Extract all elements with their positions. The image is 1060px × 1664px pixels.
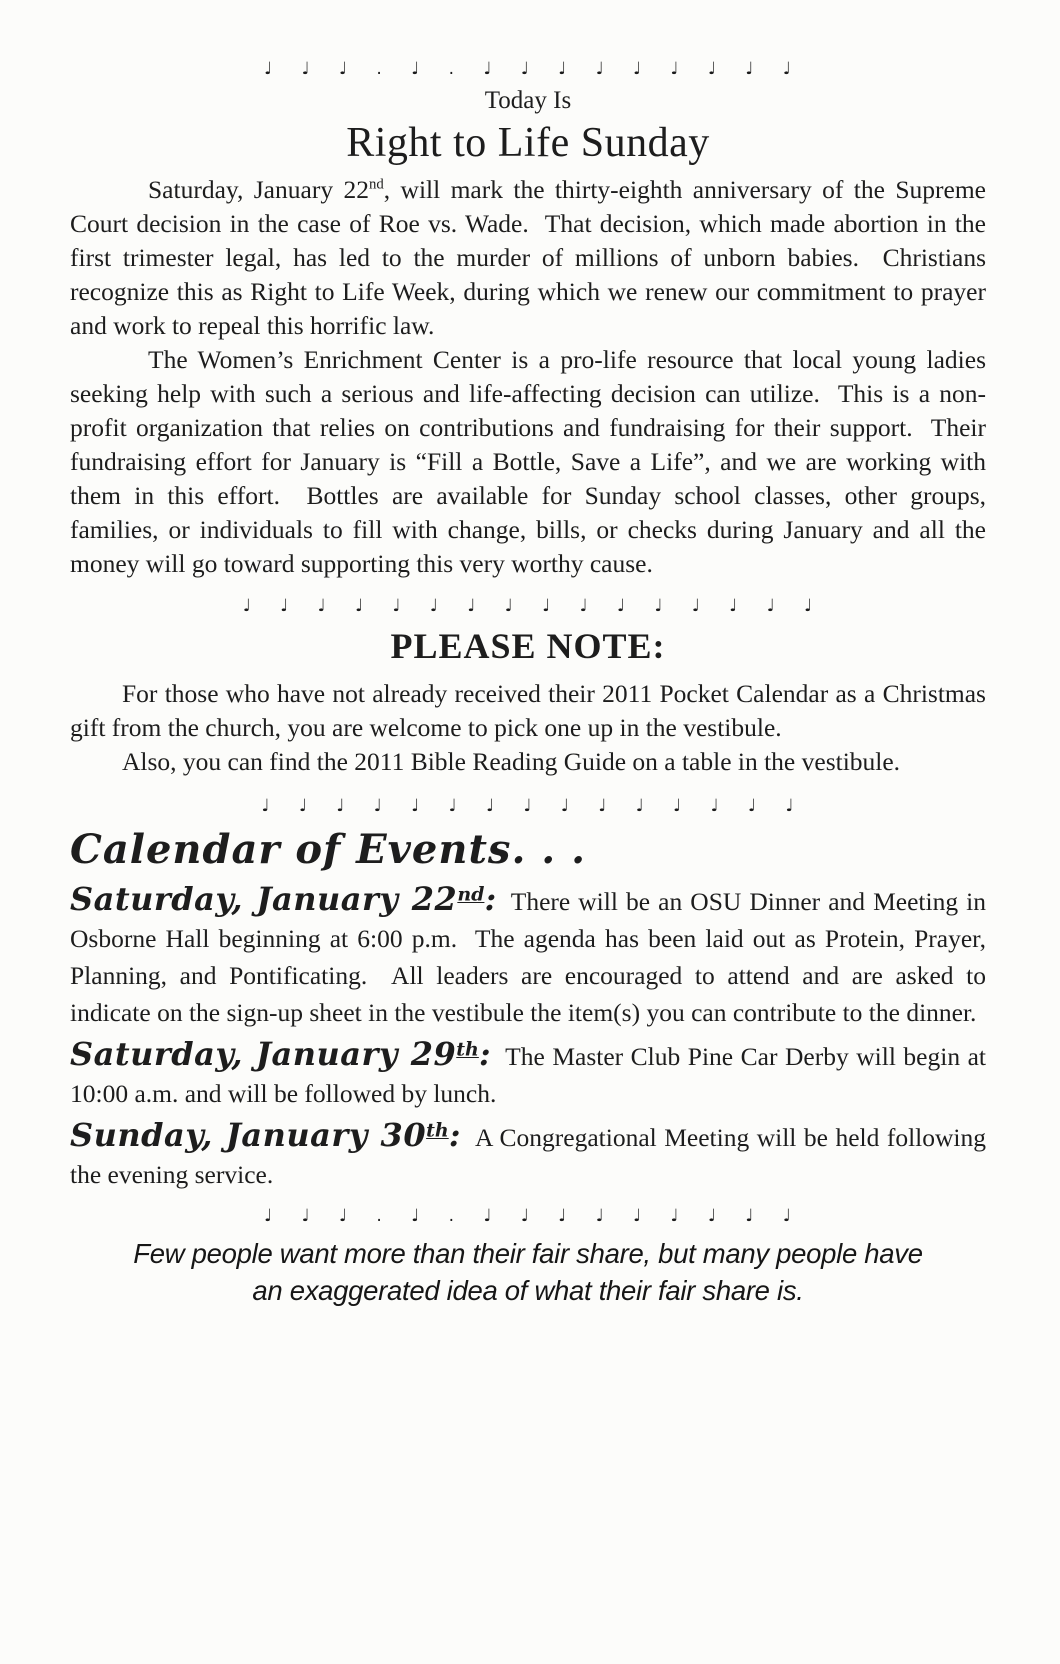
intro-paragraph-1-lead: Saturday, January 22: [148, 175, 369, 204]
intro-paragraph-1: [70, 173, 993, 343]
kicker-today-is: Today Is: [484, 87, 572, 114]
event-osu-dinner-colon: :: [484, 880, 497, 918]
footer-quote-line1: Few people want more than their fair share, but many people have: [133, 1238, 923, 1269]
footer-quote: [70, 1235, 986, 1309]
ordinal-superscript: nd: [368, 176, 384, 193]
please-note-paragraph-2: Also, you can find the 2011 Bible Reading Guide on a table in the vestibule.: [122, 747, 901, 776]
please-note-heading: PLEASE NOTE:: [390, 626, 666, 666]
event-osu-dinner: [70, 880, 993, 1031]
event-osu-dinner-ordinal: nd: [457, 883, 485, 906]
footer-quote-line2: an exaggerated idea of what their fair share is.: [252, 1275, 804, 1306]
event-congregational-meeting-text: A Congregational Meeting will be held following the evening service.: [70, 1123, 993, 1189]
event-pine-car-derby-text: The Master Club Pine Car Derby will begin at 10:00 a.m. and will be followed by lunch.: [70, 1042, 993, 1108]
intro-paragraph-2: The Women’s Enrichment Center is a pro-life resource that local young ladies seeking help with such a serious and life-affecting decision can utilize. This is a non-profit organization that relies on contributions and fundraising for their support. Their fundraising effort for January is “Fill a Bottle, Save a Life”, and we are working with them in this effort. Bottles are available for Sunday school classes, other groups, families, or individuals to fill with change, bills, or checks during January and all the money will go toward supporting this very worthy cause.: [70, 345, 993, 578]
event-congregational-meeting: [70, 1116, 993, 1193]
event-congregational-meeting-date: Sunday, January 30: [70, 1116, 427, 1154]
music-notes-divider-before-calendar: ♩ ♩ ♩ ♩ ♩ ♩ ♩ ♩ ♩ ♩ ♩ ♩ ♩ ♩ ♩: [261, 796, 795, 816]
calendar-of-events-heading: Calendar of Events. . .: [70, 826, 587, 873]
intro-paragraph-1-rest: , will mark the thirty-eighth anniversary of the Supreme Court decision in the case of Roe vs. Wade. That decision, which made abortion in the first trimester legal, has led to the murder of millions of unborn babies. Christians recognize this as Right to Life Week, during which we renew our commitment to prayer and work to repeal this horrific law.: [70, 175, 993, 340]
music-notes-divider-top: ♩ ♩ ♩ . ♩ . ♩ ♩ ♩ ♩ ♩ ♩ ♩ ♩ ♩: [264, 59, 792, 79]
event-congregational-meeting-ordinal: th: [426, 1119, 449, 1142]
event-osu-dinner-text: There will be an OSU Dinner and Meeting in Osborne Hall beginning at 6:00 p.m. The agenda has been laid out as Protein, Prayer, Planning, and Pontificating. All leaders are encouraged to attend and are asked to indicate on the sign-up sheet in the vestibule the item(s) you can contribute to the dinner.: [70, 887, 993, 1027]
event-pine-car-derby-ordinal: th: [456, 1038, 479, 1061]
music-notes-divider-before-note: ♩ ♩ ♩ ♩ ♩ ♩ ♩ ♩ ♩ ♩ ♩ ♩ ♩ ♩ ♩ ♩: [242, 596, 814, 616]
event-pine-car-derby: [70, 1035, 993, 1112]
event-congregational-meeting-colon: :: [448, 1116, 461, 1154]
music-notes-divider-before-footer: ♩ ♩ ♩ . ♩ . ♩ ♩ ♩ ♩ ♩ ♩ ♩ ♩ ♩: [264, 1206, 792, 1226]
event-osu-dinner-date: Saturday, January 22: [70, 880, 458, 918]
please-note-paragraph-1: For those who have not already received their 2011 Pocket Calendar as a Christmas gift from the church, you are welcome to pick one up in the vestibule.: [70, 679, 993, 742]
event-pine-car-derby-colon: :: [478, 1035, 492, 1073]
event-pine-car-derby-date: Saturday, January 29: [70, 1035, 457, 1073]
page-title: Right to Life Sunday: [346, 120, 710, 166]
